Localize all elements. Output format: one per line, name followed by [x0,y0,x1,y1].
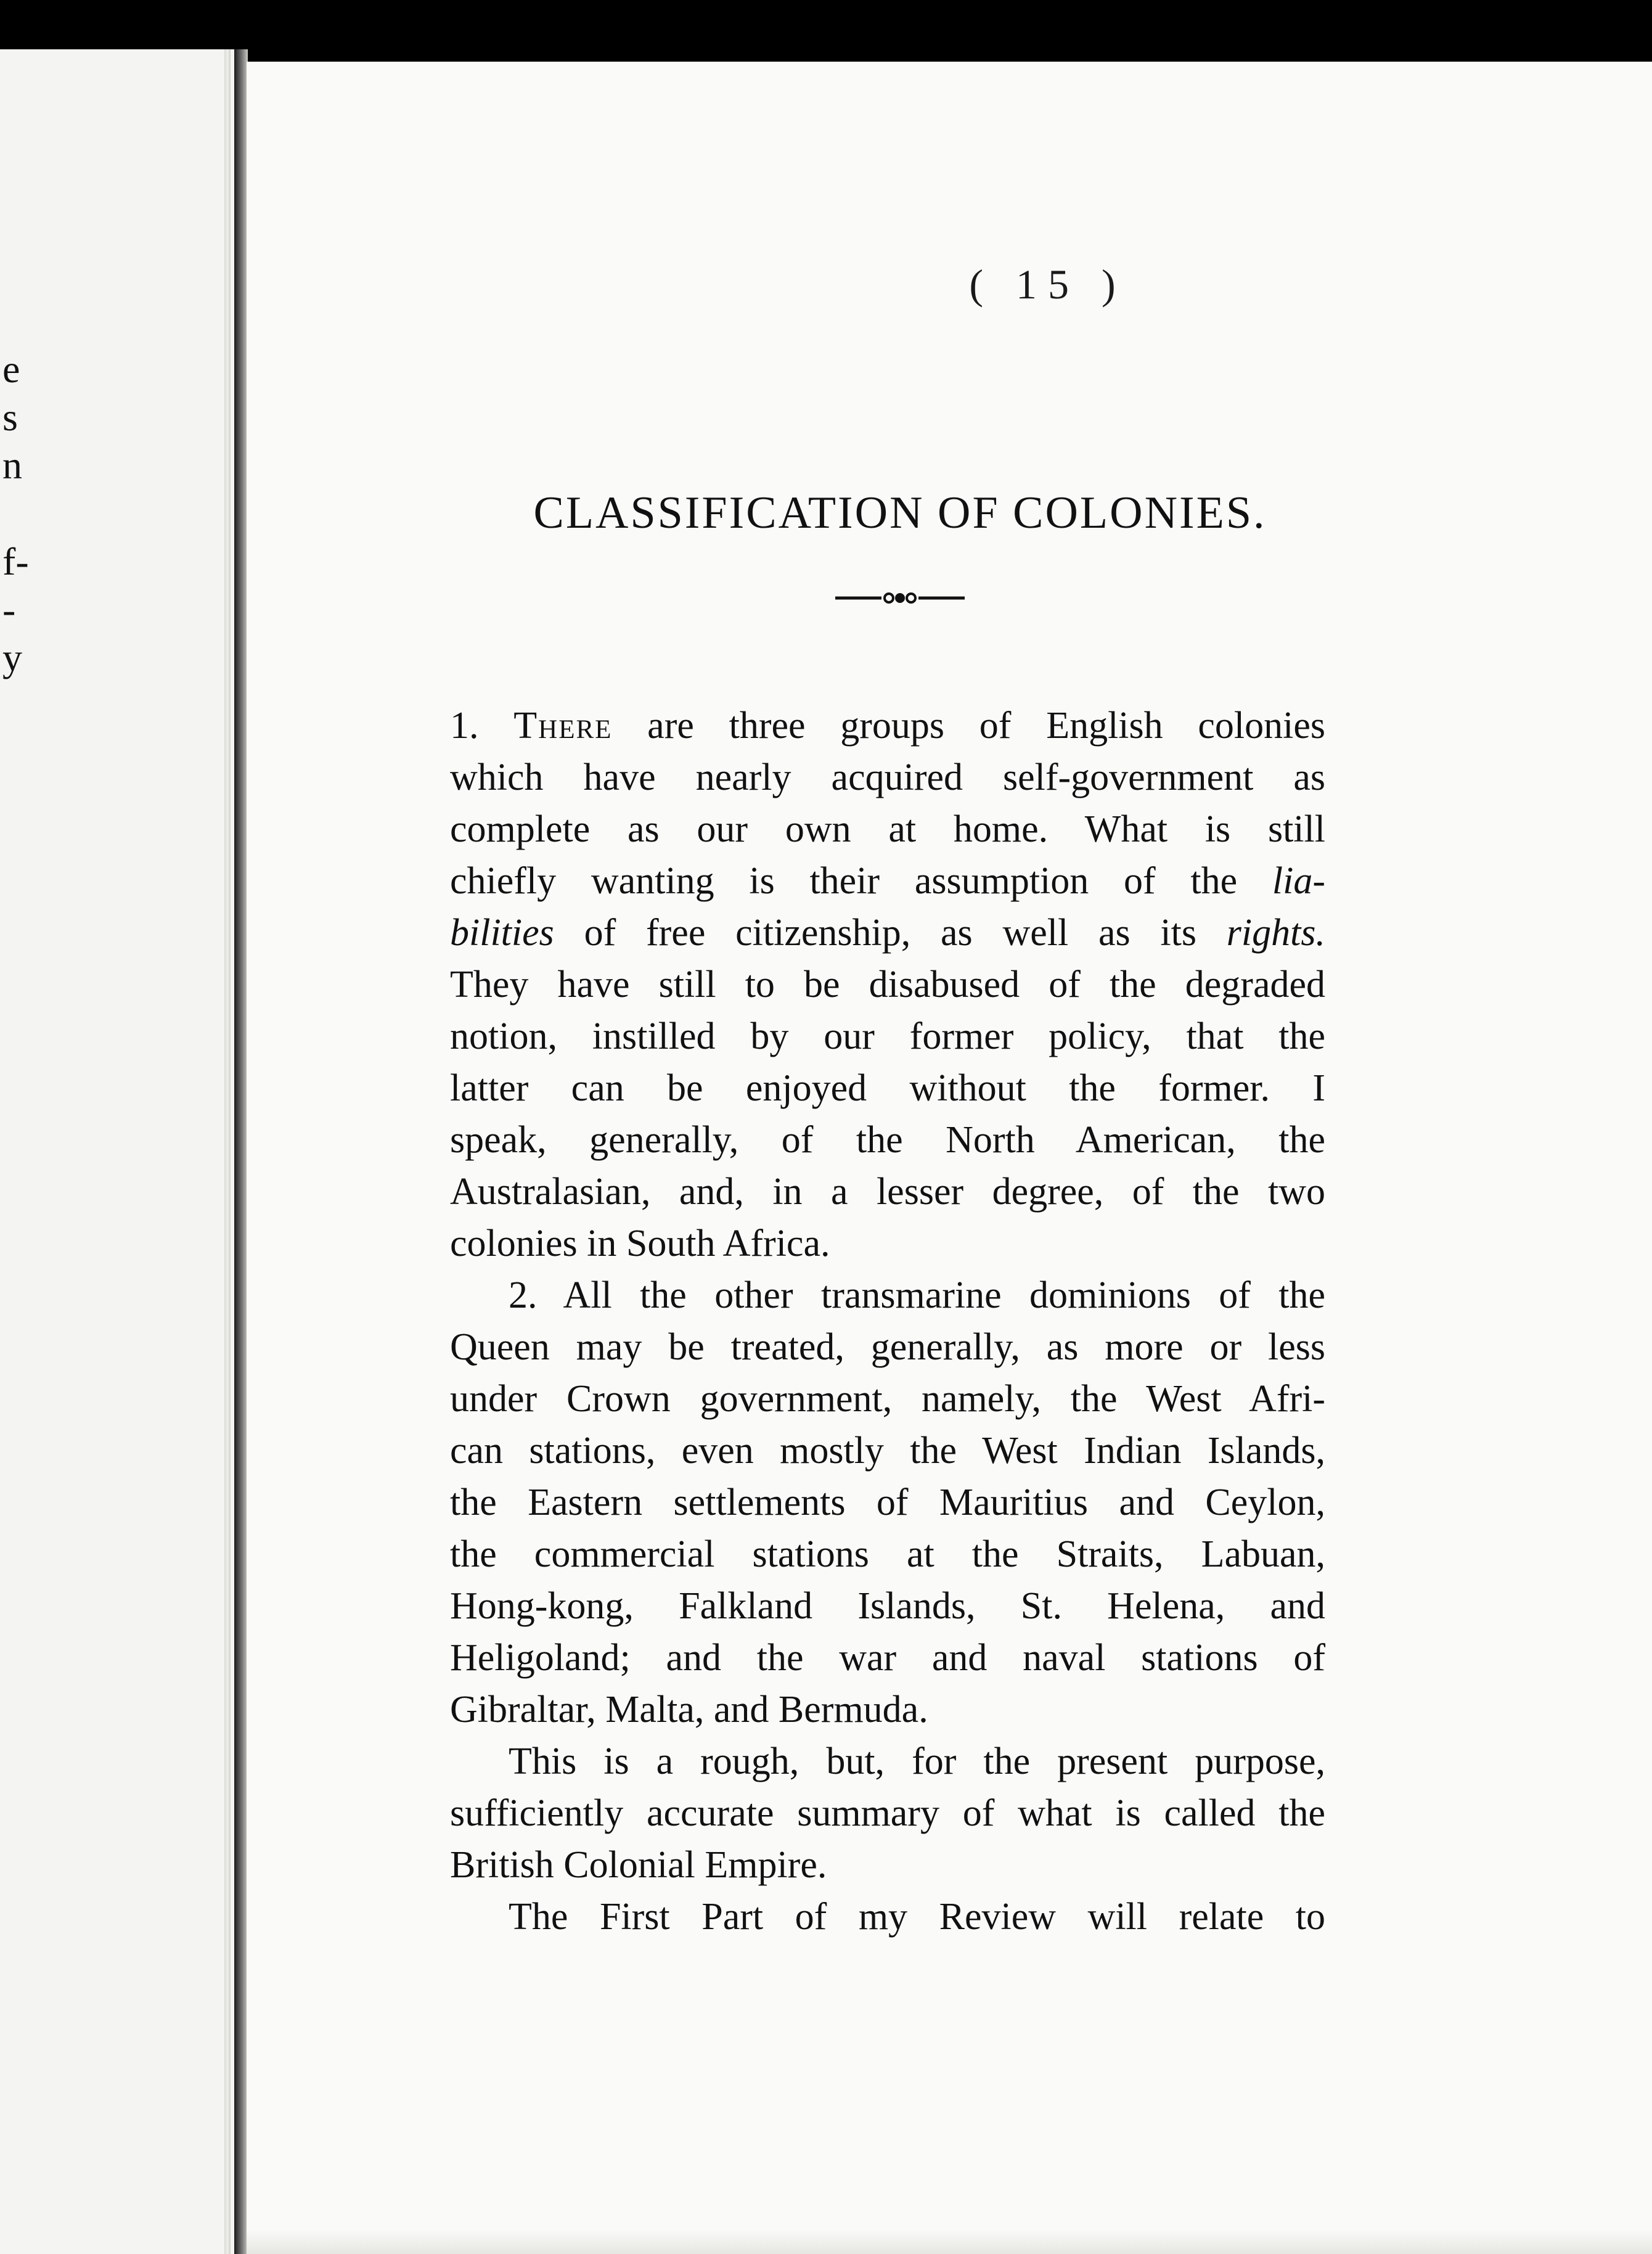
italic-word: bilities [450,912,554,954]
lead-word: There [513,705,613,747]
text-line: 2. All the other transmarine dominions of the [509,1274,1325,1316]
text-line [450,907,1325,959]
text-line: This is a rough, but, for the present purpose, [509,1740,1325,1782]
left-fragment: - [2,588,16,631]
text-line: can stations, even mostly the West Indian Islands, [450,1430,1325,1472]
left-fragment: s [2,395,18,439]
text-line: which have nearly acquired self-government as [450,756,1325,798]
italic-word: rights. [1226,912,1326,954]
text-line [450,700,1325,752]
line-text: are three groups of English colonies [647,705,1326,747]
text-line: They have still to be disabused of the degraded [450,964,1325,1006]
left-fragment: f- [2,539,29,583]
scan-background [0,0,1652,68]
text-line: colonies in South Africa. [450,1223,830,1264]
text-line: the commercial stations at the Straits, Labuan, [450,1533,1325,1575]
text-line: Gibraltar, Malta, and Bermuda. [450,1689,928,1731]
left-fragment [2,490,39,538]
text-line: Queen may be treated, generally, as more or less [450,1326,1325,1368]
text-line: The First Part of my Review will relate to [509,1896,1325,1938]
left-fragment: n [2,443,22,487]
text-line: notion, instilled by our former policy, that the [450,1015,1325,1057]
line-text: chiefly wanting is their assumption of the [450,860,1238,902]
left-page-text-fragments [2,345,39,682]
text-line: the Eastern settlements of Mauritius and Ceylon, [450,1481,1325,1523]
paragraph-number: 1. [450,705,479,747]
body-text [450,700,1325,1943]
text-line: British Colonial Empire. [450,1844,827,1886]
italic-word: lia- [1272,860,1325,902]
text-line: Australasian, and, in a lesser degree, of the two [450,1171,1325,1213]
ornament-divider-icon [832,589,968,607]
right-page [247,62,1652,2254]
text-line [450,855,1325,907]
text-line: under Crown government, namely, the West Afri- [450,1378,1325,1420]
text-line: Hong-kong, Falkland Islands, St. Helena, and [450,1585,1325,1627]
paragraph-2 [450,1269,1325,1736]
text-line: latter can be enjoyed without the former. I [450,1067,1325,1109]
paragraph-4 [450,1891,1325,1943]
paragraph-3 [450,1736,1325,1891]
book-gutter [234,49,248,2254]
text-line: complete as our own at home. What is still [450,808,1325,850]
text-line: Heligoland; and the war and naval stations of [450,1637,1325,1679]
line-text: of free citizenship, as well as its [584,912,1196,954]
page-bottom-shadow [247,2229,1652,2254]
paragraph-1 [450,700,1325,1269]
left-fragment: e [2,347,20,391]
left-fragment: y [2,636,22,679]
page-number: ( 15 ) [969,261,1127,308]
text-line: sufficiently accurate summary of what is called the [450,1792,1325,1834]
left-page [0,49,234,2254]
left-page-edge [224,49,231,2254]
text-line: speak, generally, of the North American, the [450,1119,1325,1161]
page-heading: CLASSIFICATION OF COLONIES. [533,488,1267,538]
